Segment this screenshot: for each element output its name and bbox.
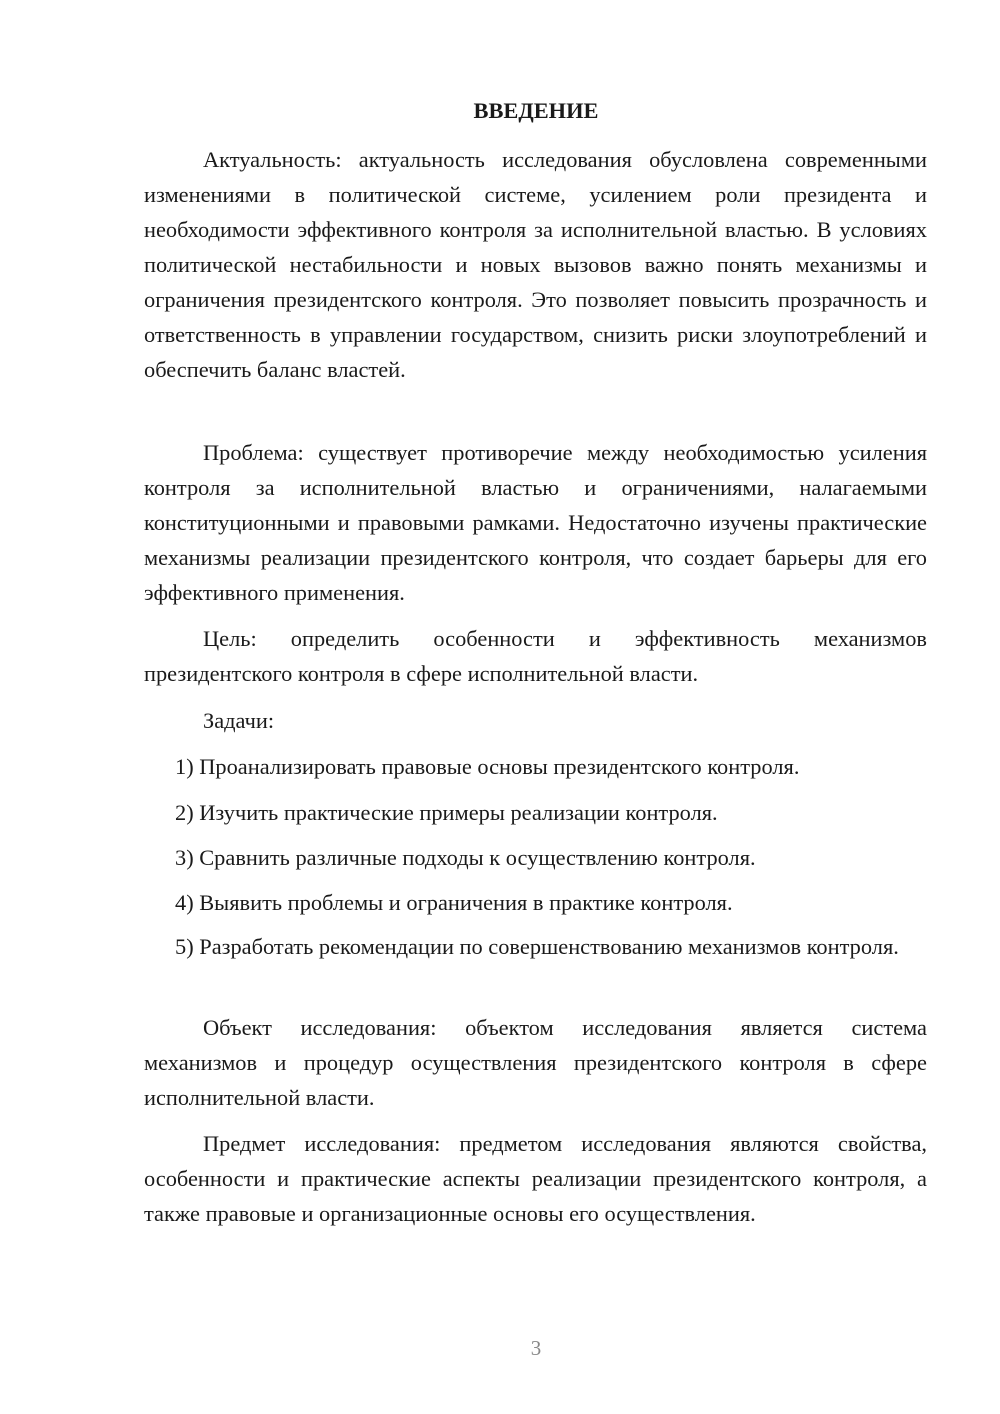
- task-item-4: 4) Выявить проблемы и ограничения в практике контроля.: [175, 890, 733, 915]
- page-number: 3: [530, 1336, 542, 1360]
- goal-paragraph: Цель: определить особенности и эффективность механизмов президентского контроля в сфере исполнительной власти.: [144, 626, 927, 686]
- task-item-3: 3) Сравнить различные подходы к осуществлению контроля.: [175, 845, 756, 870]
- task-item-1: 1) Проанализировать правовые основы президентского контроля.: [175, 754, 800, 779]
- relevance-paragraph: Актуальность: актуальность исследования обусловлена современными изменениями в политической системе, усилением роли президента и необходимости эффективного контроля за исполнительной властью. В условиях политической нестабильности и новых вызовов важно понять механизмы и ограничения президентского контроля. Это позволяет повысить прозрачность и ответственность в управлении государством, снизить риски злоупотреблений и обеспечить баланс властей.: [144, 147, 927, 382]
- task-item-2: 2) Изучить практические примеры реализации контроля.: [175, 800, 718, 825]
- section-heading: ВВЕДЕНИЕ: [473, 98, 599, 123]
- object-paragraph: Объект исследования: объектом исследования является система механизмов и процедур осуществления президентского контроля в сфере исполнительной власти.: [144, 1015, 927, 1110]
- task-item-5: 5) Разработать рекомендации по совершенствованию механизмов контроля.: [175, 934, 899, 959]
- tasks-label: Задачи:: [203, 708, 275, 733]
- subject-paragraph: Предмет исследования: предметом исследования являются свойства, особенности и практические аспекты реализации президентского контроля, а также правовые и организационные основы его осуществления.: [144, 1131, 927, 1226]
- problem-paragraph: Проблема: существует противоречие между необходимостью усиления контроля за исполнительной властью и ограничениями, налагаемыми конституционными и правовыми рамками. Недостаточно изучены практические механизмы реализации президентского контроля, что создает барьеры для его эффективного применения.: [144, 440, 927, 605]
